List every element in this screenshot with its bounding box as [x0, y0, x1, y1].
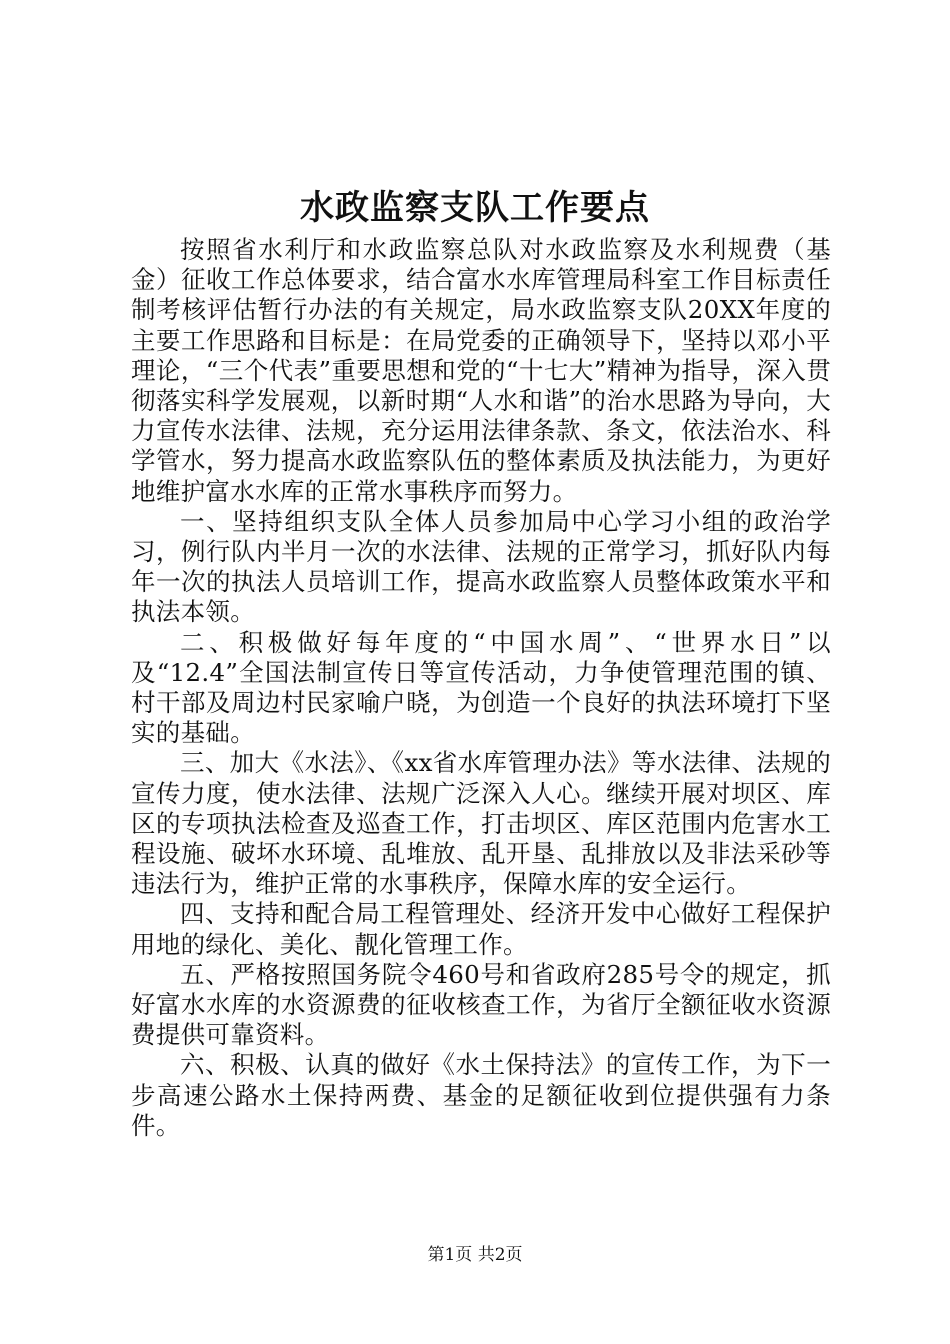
- document-body: [131, 235, 831, 1141]
- item-paragraph-3: 三、加大《水法》、《xx省水库管理办法》等水法律、法规的宣传力度，使水法律、法规广泛深入人心。继续开展对坝区、库区的专项执法检查及巡查工作，打击坝区、库区范围内危害水工程设施、破坏水环境、乱堆放、乱开垦、乱排放以及非法采砂等违法行为，维护正常的水事秩序，保障水库的安全运行。: [131, 748, 831, 899]
- item-paragraph-1: 一、坚持组织支队全体人员参加局中心学习小组的政治学习，例行队内半月一次的水法律、法规的正常学习，抓好队内每年一次的执法人员培训工作，提高水政监察人员整体政策水平和执法本领。: [131, 506, 831, 627]
- item-paragraph-2: 二、积极做好每年度的“中国水周”、“世界水日”以及“12.4”全国法制宣传日等宣传活动，力争使管理范围的镇、村干部及周边村民家喻户晓，为创造一个良好的执法环境打下坚实的基础。: [131, 627, 831, 748]
- document-title: 水政监察支队工作要点: [300, 188, 650, 228]
- page-number-footer: 第1页 共2页: [427, 1245, 523, 1265]
- item-paragraph-6: 六、积极、认真的做好《水土保持法》的宣传工作，为下一步高速公路水土保持两费、基金的足额征收到位提供强有力条件。: [131, 1050, 831, 1140]
- item-paragraph-4: 四、支持和配合局工程管理处、经济开发中心做好工程保护用地的绿化、美化、靓化管理工作。: [131, 899, 831, 959]
- item-paragraph-5: 五、严格按照国务院令460号和省政府285号令的规定，抓好富水水库的水资源费的征收核查工作，为省厅全额征收水资源费提供可靠资料。: [131, 959, 831, 1050]
- intro-paragraph: 按照省水利厅和水政监察总队对水政监察及水利规费（基金）征收工作总体要求，结合富水水库管理局科室工作目标责任制考核评估暂行办法的有关规定，局水政监察支队20XX年度的主要工作思路和目标是：在局党委的正确领导下，坚持以邓小平理论，“三个代表”重要思想和党的“十七大”精神为指导，深入贯彻落实科学发展观，以新时期“人水和谐”的治水思路为导向，大力宣传水法律、法规，充分运用法律条款、条文，依法治水、科学管水，努力提高水政监察队伍的整体素质及执法能力，为更好地维护富水水库的正常水事秩序而努力。: [131, 235, 831, 506]
